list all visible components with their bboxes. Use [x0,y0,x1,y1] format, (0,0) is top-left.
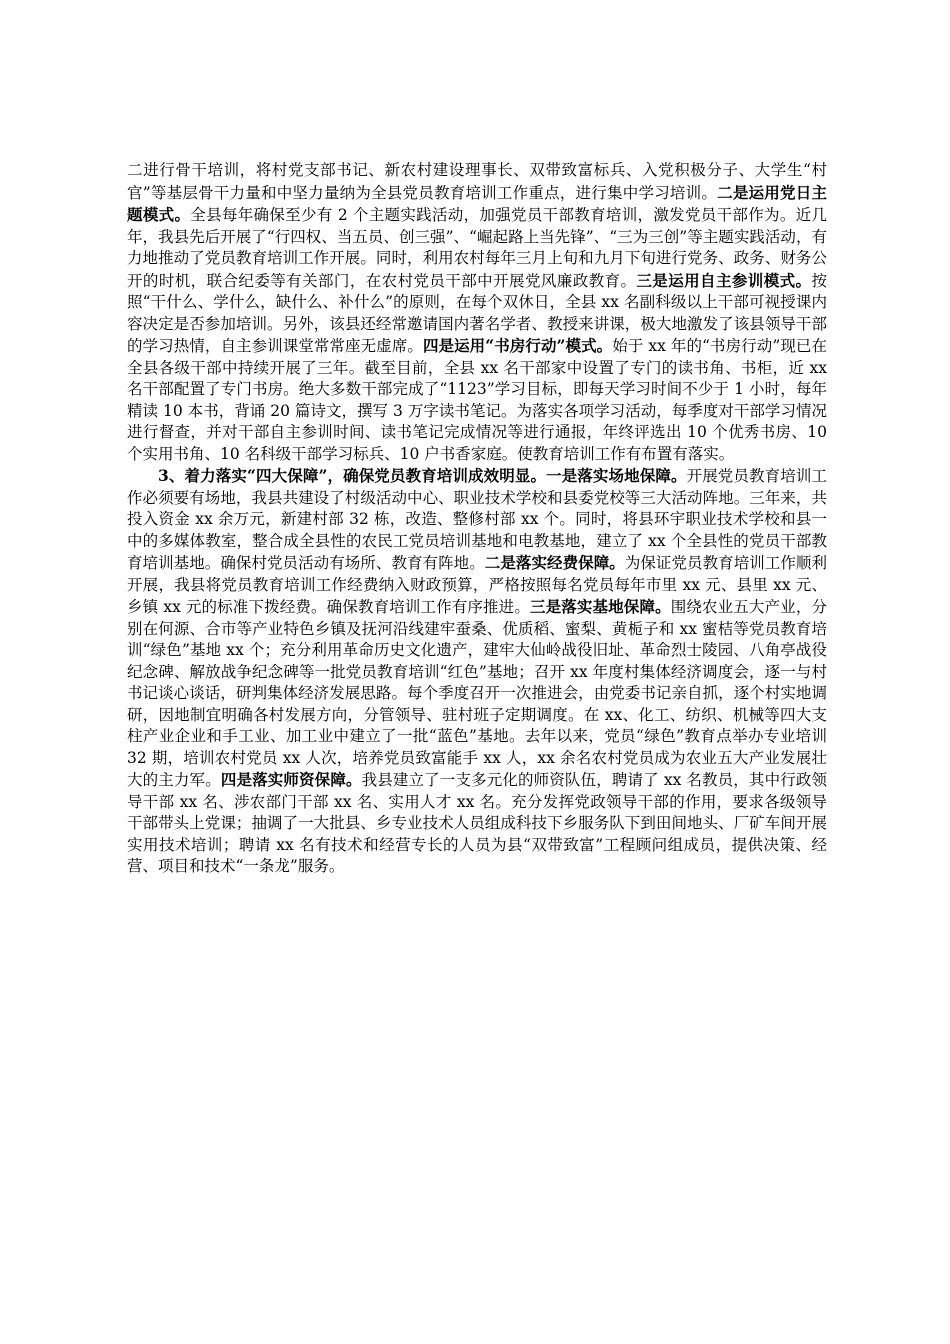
bold-heading-run: 三是运用自主参训模式。 [636,270,812,290]
text-run: 围绕农业五大产业，分别在何源、合市等产业特色乡镇及抚河沿线建牢蚕桑、优质稻、蜜梨、黄栀子和 xx 蜜桔等党员教育培训“绿色”基地 xx 个；充分利用革命历史文化遗产，建牢大仙岭战役旧址、革命烈士陵园、八角亭战役纪念碑、解放战争纪念碑等一批党员教育培训“红色”基地；召开 xx 年度村集体经济调度会，逐一与村书记谈心谈话，研判集体经济发展思路。每个季度召开一次推进会，由党委书记亲自抓，逐个村实地调研，因地制宜明确各村发展方向，分管领导、驻村班子定期调度。在 xx、化工、纺织、机械等四大支柱产业企业和手工业、加工业中建立了一批“蓝色”基地。去年以来，党员“绿色”教育点举办专业培训 32 期，培训农村党员 xx 人次，培养党员致富能手 xx 人，xx 余名农村党员成为农业五大产业发展壮大的主力军。 [127,598,827,789]
bold-heading-run: 四是落实师资保障。 [220,770,362,789]
document-page [127,160,827,878]
text-run: 开展党员教育培训工作必须要有场地，我县共建设了村级活动中心、职业技术学校和县委党校等三大活动阵地。三年来，共投入资金 xx 余万元，新建村部 32 栋，改造、整修村部 xx 个。同时，将县环宇职业技术学校和县一中的多媒体教室，整合成全县性的农民工党员培训基地和电教基地，建立了 xx 个全县性的党员干部教育培训基地。确保村党员活动有场所、教育有阵地。 [127,467,827,572]
text-run: 为保证党员教育培训工作顺利开展，我县将党员教育培训工作经费纳入财政预算，严格按照每名党员每年市里 xx 元、县里 xx 元、乡镇 xx 元的标准下拨经费。确保教育培训工作有序推进。 [127,554,827,616]
bold-heading-run: 四是运用“书房行动”模式。 [422,336,613,355]
text-run: 始于 xx 年的“书房行动”现已在全县各级干部中持续开展了三年。截至目前，全县 xx 名干部家中设置了专门的读书角、书柜，近 xx 名干部配置了专门书房。绝大多数干部完成了“1123”学习目标，即每天学习时间不少于 1 小时，每年精读 10 本书，背诵 20 篇诗文，撰写 3 万字读书笔记。为落实各项学习活动，每季度对干部学习情况进行督查，并对干部自主参训时间、读书笔记完成情况等进行通报，年终评选出 10 个优秀书房、10 个实用书角、10 名科级干部学习标兵、10 户书香家庭。使教育培训工作有布置有落实。 [127,337,827,463]
text-run: 按照“干什么、学什么，缺什么、补什么”的原则，在每个双休日，全县 xx 名副科级以上干部可视授课内容决定是否参加培训。另外，该县还经常邀请国内著名学者、教授来讲课，极大地激发了该县领导干部的学习热情，自主参训课堂常常座无虚席。 [127,271,827,355]
text-run: 全县每年确保至少有 2 个主题实践活动，加强党员干部教育培训，激发党员干部作为。近几年，我县先后开展了“行四权、当五员、创三强”、“崛起路上当先锋”、“三为三创”等主题实践活动，有力地推动了党员教育培训工作开展。同时，利用农村每年三月上旬和九月下旬进行党务、政务、财务公开的时机，联合纪委等有关部门，在农村党员干部中开展党风廉政教育。 [127,206,827,290]
paragraph-2 [127,465,827,878]
text-run: 我县建立了一支多元化的师资队伍，聘请了 xx 名教员，其中行政领导干部 xx 名、涉农部门干部 xx 名、实用人才 xx 名。充分发挥党政领导干部的作用，要求各级领导干部带头上党课；抽调了一大批县、乡专业技术人员组成科技下乡服务队下到田间地头、厂矿车间开展实用技术培训；聘请 xx 名有技术和经营专长的人员为县“双带致富”工程顾问组成员，提供决策、经营、项目和技术“一条龙”服务。 [127,771,827,875]
bold-heading-run: 三是落实基地保障。 [529,597,671,616]
bold-heading-run: 二是落实经费保障。 [484,553,625,572]
bold-heading-run: 二是运用党日主题模式。 [127,182,827,224]
text-run: 二进行骨干培训，将村党支部书记、新农村建设理事长、双带致富标兵、入党积极分子、大学生“村官”等基层骨干力量和中坚力量纳为全县党员教育培训工作重点，进行集中学习培训。 [127,161,827,202]
paragraph-1 [127,160,827,465]
section-heading-run: 3、着力落实“四大保障”，确保党员教育培训成效明显。一是落实场地保障。 [158,466,687,485]
